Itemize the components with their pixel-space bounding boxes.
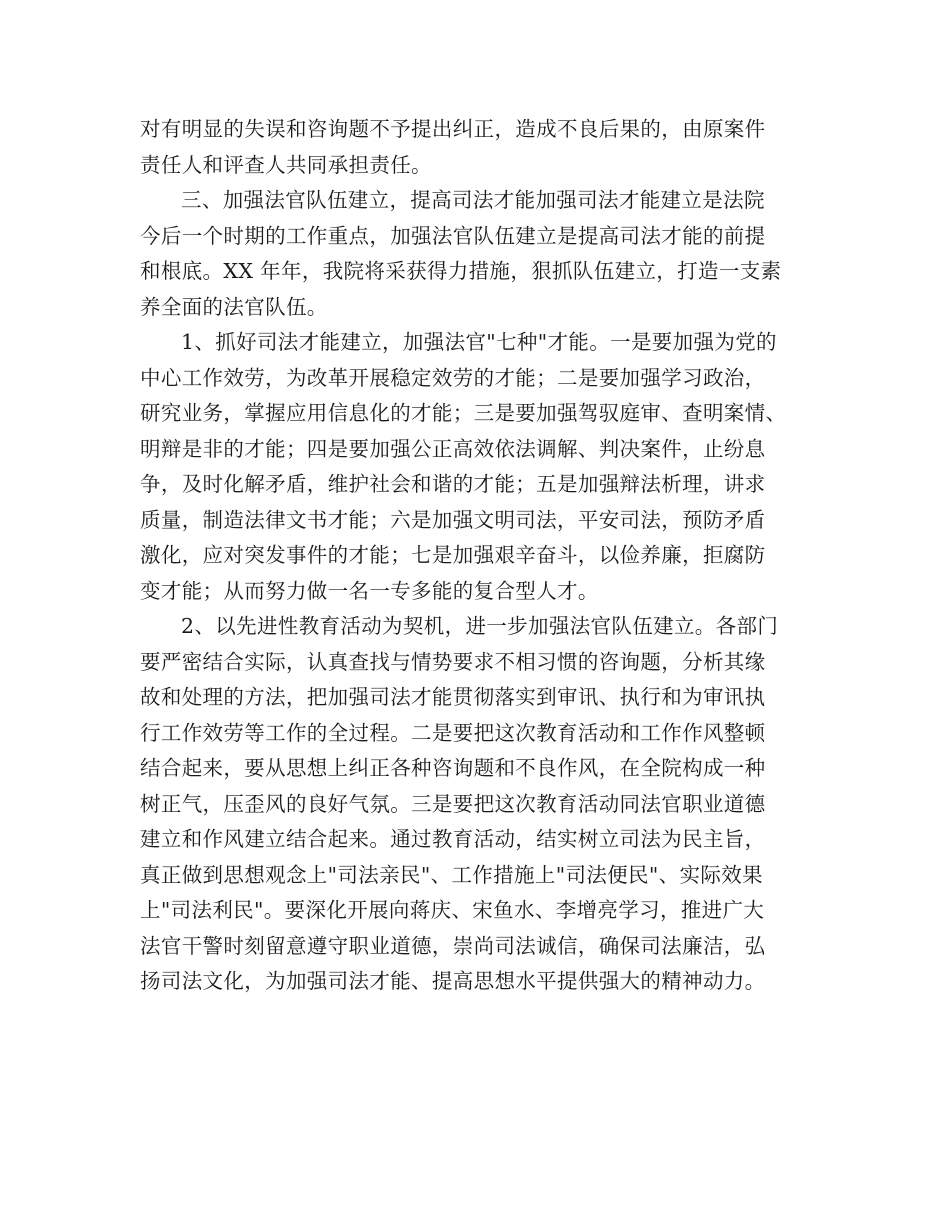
text-line: 对有明显的失误和咨询题不予提出纠正，造成不良后果的，由原案件 [140,117,766,141]
text-line: 争，及时化解矛盾，维护社会和谐的才能；五是加强辩法析理，讲求 [140,472,766,496]
text-line: 激化，应对突发事件的才能；七是加强艰辛奋斗，以俭养廉，拒腐防 [140,543,766,567]
document-body [140,112,812,1000]
paragraph-continuation [140,112,812,183]
text-line: 树正气，压歪风的良好气氛。三是要把这次教育活动同法官职业道德 [140,791,766,816]
text-line: 变才能；从而努力做一名一专多能的复合型人才。 [140,578,599,603]
text-line: 研究业务，掌握应用信息化的才能；三是要加强驾驭庭审、查明案情、 [140,401,787,425]
text-line: 上"司法利民"。要深化开展向蒋庆、宋鱼水、李增亮学习，推进广大 [140,898,765,922]
text-line: 真正做到思想观念上"司法亲民"、工作措施上"司法便民"、实际效果 [140,862,763,887]
text-line: 养全面的法官队伍。 [140,294,328,319]
paragraph-item-one [140,325,812,609]
text-line: 责任人和评查人共同承担责任。 [140,152,432,177]
text-line: 2、以先进性教育活动为契机，进一步加强法官队伍建立。各部门 [181,614,779,638]
paragraph-section-three [140,183,812,325]
text-line: 1、抓好司法才能建立，加强法官"七种"才能。一是要加强为党的 [181,330,777,354]
text-line: 和根底。XX 年年，我院将采获得力措施，狠抓队伍建立，打造一支素 [140,259,782,283]
text-line: 行工作效劳等工作的全过程。二是要把这次教育活动和工作作风整顿 [140,720,766,745]
text-line: 今后一个时期的工作重点，加强法官队伍建立是提高司法才能的前提 [140,223,766,248]
text-line: 要严密结合实际，认真查找与情势要求不相习惯的咨询题，分析其缘 [140,649,766,674]
text-line: 中心工作效劳，为改革开展稳定效劳的才能；二是要加强学习政治， [140,365,766,390]
text-line: 结合起来，要从思想上纠正各种咨询题和不良作风，在全院构成一种 [140,756,766,780]
text-line: 三、加强法官队伍建立，提高司法才能加强司法才能建立是法院 [181,188,765,212]
text-line: 扬司法文化，为加强司法才能、提高思想水平提供强大的精神动力。 [140,969,766,993]
text-line: 故和处理的方法，把加强司法才能贯彻落实到审讯、执行和为审讯执 [140,685,766,709]
text-line: 法官干警时刻留意遵守职业道德，崇尚司法诚信，确保司法廉洁，弘 [140,933,766,958]
text-line: 建立和作风建立结合起来。通过教育活动，结实树立司法为民主旨， [140,827,766,851]
text-line: 质量，制造法律文书才能；六是加强文明司法，平安司法，预防矛盾 [140,507,766,532]
paragraph-item-two [140,609,812,1000]
text-line: 明辩是非的才能；四是要加强公正高效依法调解、判决案件，止纷息 [140,436,766,461]
